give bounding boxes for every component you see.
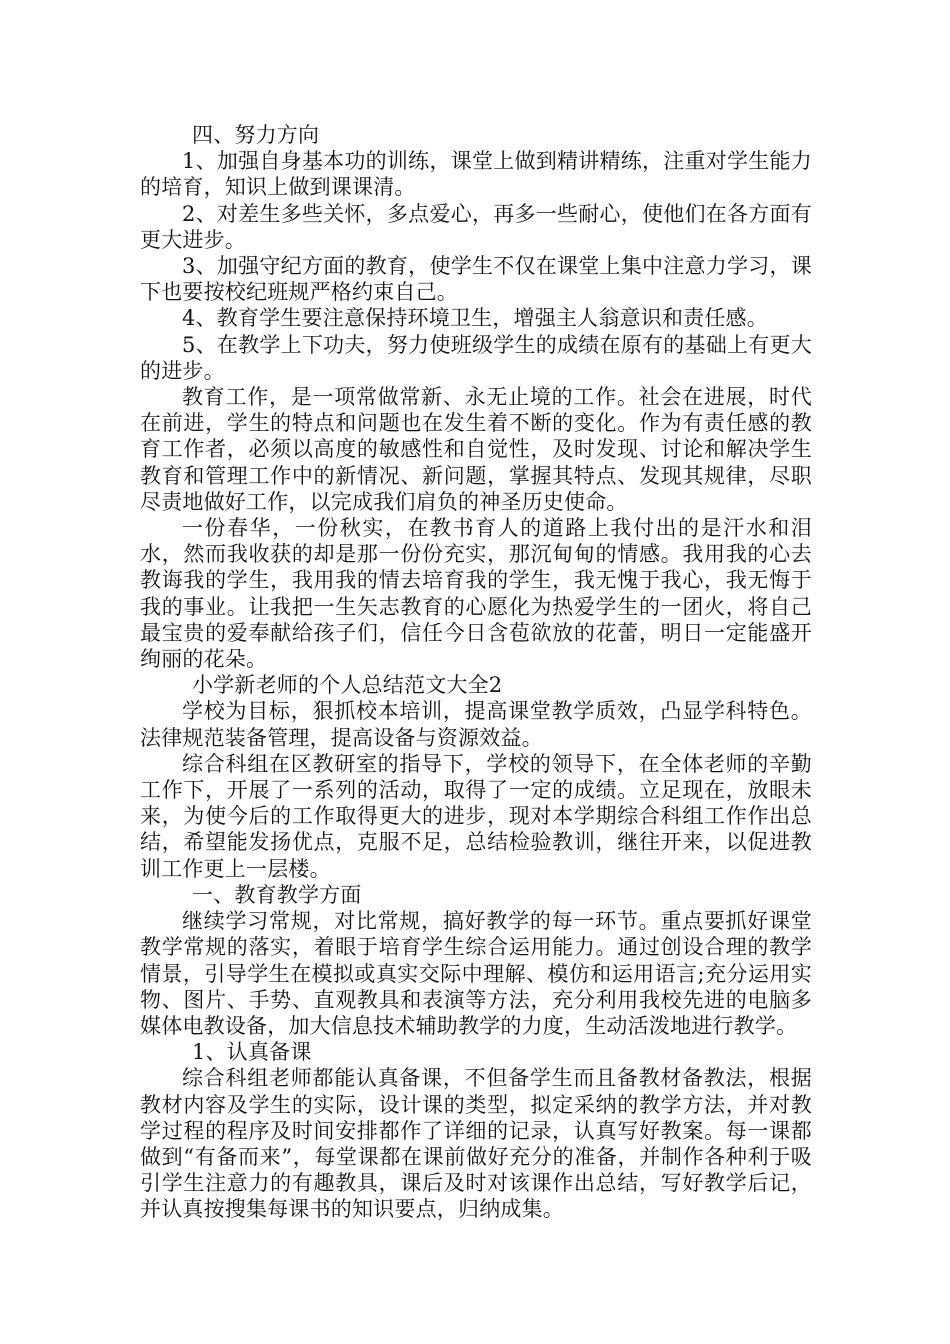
paragraph: 5、在教学上下功夫，努力使班级学生的成绩在原有的基础上有更大的进步。 xyxy=(140,332,812,383)
paragraph: 4、教育学生要注意保持环境卫生，增强主人翁意识和责任感。 xyxy=(182,306,768,331)
paragraph: 2、对差生多些关怀，多点爱心，再多一些耐心，使他们在各方面有更大进步。 xyxy=(140,201,812,252)
paragraph: 教育工作，是一项常做常新、永无止境的工作。社会在进展，时代在前进，学生的特点和问题也在发生着不断的变化。作为有责任感的教育工作者，必须以高度的敏感性和自觉性，及时发现、讨论和解决学生教育和管理工作中的新情况、新问题，掌握其特点、发现其规律，尽职尽责地做好工作，以完成我们肩负的神圣历史使命。 xyxy=(140,385,812,514)
paragraph: 综合科组在区教研室的指导下，学校的领导下，在全体老师的辛勤工作下，开展了一系列的活动，取得了一定的成绩。立足现在，放眼未来，为使今后的工作取得更大的进步，现对本学期综合科组工作作出总结，希望能发扬优点，克服不足，总结检验教训，继往开来，以促进教训工作更上一层楼。 xyxy=(140,751,812,881)
paragraph: 1、加强自身基本功的训练，课堂上做到精讲精练，注重对学生能力的培育，知识上做到课课清。 xyxy=(140,149,812,200)
paragraph: 继续学习常规，对比常规，搞好教学的每一环节。重点要抓好课堂教学常规的落实，着眼于培育学生综合运用能力。通过创设合理的教学情景，引导学生在模拟或真实交际中理解、模仿和运用语言;充分运用实物、图片、手势、直观教具和表演等方法，充分利用我校先进的电脑多媒体电教设备，加大信息技术辅助教学的力度，生动活泼地进行教学。 xyxy=(140,909,812,1038)
document-body xyxy=(140,122,812,1223)
article-title: 小学新老师的个人总结范文大全2 xyxy=(192,673,503,698)
paragraph: 一份春华，一份秋实，在教书育人的道路上我付出的是汗水和泪水，然而我收获的却是那一份份充实，那沉甸甸的情感。我用我的心去教诲我的学生，我用我的情去培育我的学生，我无愧于我心，我无悔于我的事业。让我把一生矢志教育的心愿化为热爱学生的一团火，将自己最宝贵的爱奉献给孩子们，信任今日含苞欲放的花蕾，明日一定能盛开绚丽的花朵。 xyxy=(140,516,812,672)
section-heading: 四、努力方向 xyxy=(192,123,320,147)
section-heading: 一、教育教学方面 xyxy=(192,882,362,907)
paragraph: 学校为目标，狠抓校本培训，提高课堂教学质效，凸显学科特色。法律规范装备管理，提高设备与资源效益。 xyxy=(140,699,812,750)
subsection-heading: 1、认真备课 xyxy=(192,1040,312,1065)
paragraph: 3、加强守纪方面的教育，使学生不仅在课堂上集中注意力学习，课下也要按校纪班规严格约束自己。 xyxy=(140,254,812,305)
paragraph: 综合科组老师都能认真备课，不但备学生而且备教材备教法，根据教材内容及学生的实际，设计课的类型，拟定采纳的教学方法，并对教学过程的程序及时间安排都作了详细的记录，认真写好教案。每一课都做到“有备而来”，每堂课都在课前做好充分的准备，并制作各种利于吸引学生注意力的有趣教具，课后及时对该课作出总结，写好教学后记，并认真按搜集每课书的知识要点，归纳成集。 xyxy=(140,1066,812,1222)
